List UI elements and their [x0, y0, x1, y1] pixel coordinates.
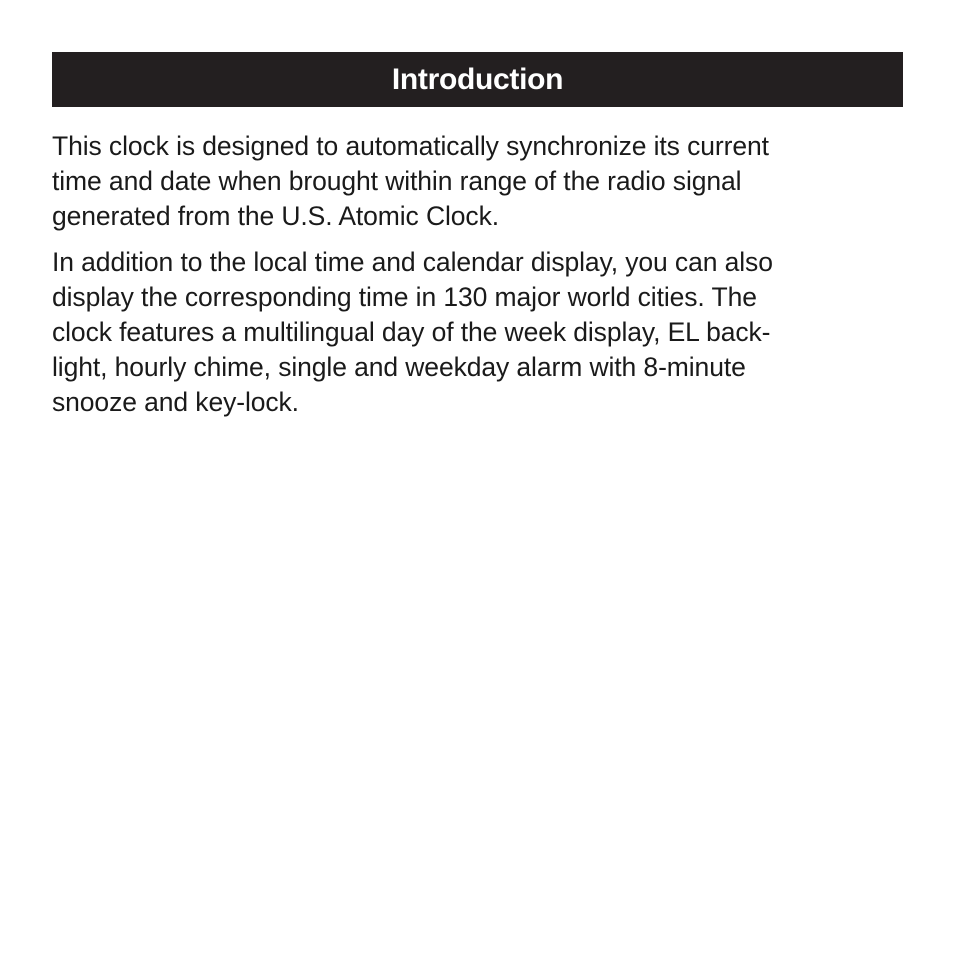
text-line: This clock is designed to automatically synchronize its current: [52, 131, 769, 161]
text-line: time and date when brought within range of the radio signal: [52, 166, 742, 196]
text-line: clock features a multilingual day of the week display, EL back-: [52, 317, 771, 347]
text-line: light, hourly chime, single and weekday alarm with 8-minute: [52, 352, 746, 382]
text-line: generated from the U.S. Atomic Clock.: [52, 201, 499, 231]
paragraph-intro: [52, 129, 903, 234]
paragraph-features: [52, 245, 903, 420]
section-title: Introduction: [391, 62, 564, 96]
body-text: [52, 129, 903, 431]
text-line: In addition to the local time and calendar display, you can also: [52, 247, 773, 277]
section-header-bar: [52, 52, 903, 107]
text-line: snooze and key-lock.: [52, 387, 299, 417]
text-line: display the corresponding time in 130 major world cities. The: [52, 282, 757, 312]
